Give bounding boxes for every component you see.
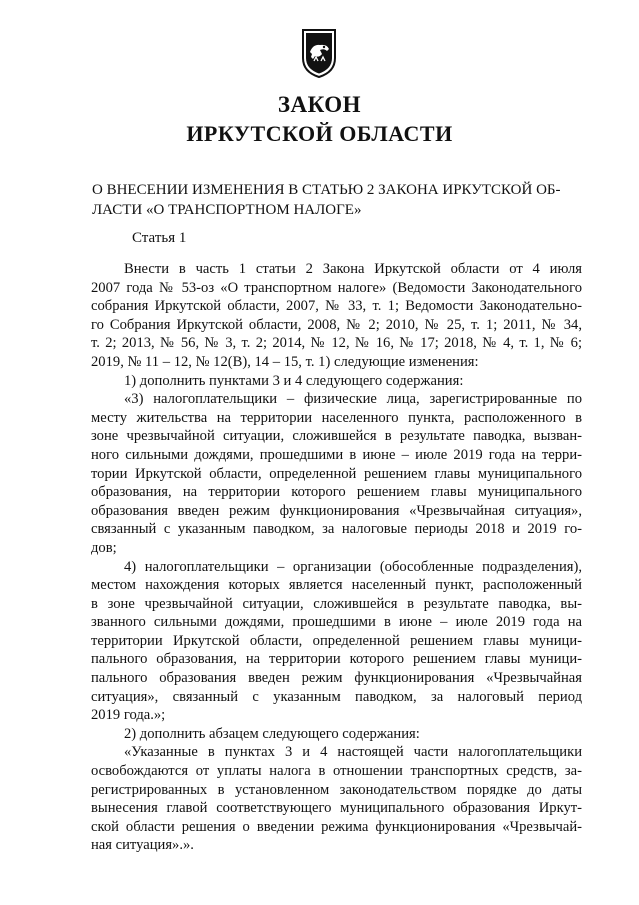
heading-line: О ВНЕСЕНИИ ИЗМЕНЕНИЯ В СТАТЬЮ 2 ЗАКОНА ИРКУТСКОЙ ОБ- [92,182,561,198]
body-line: ная ситуация».». [91,837,194,854]
body-line: тории Иркутской области, определенной решением главы муниципального [91,465,582,482]
body-line: образования введен режим функционирования «Чрезвычайная ситуация», [91,502,582,519]
body-line: пального образования, на территории которого решением главы муници- [91,651,582,668]
body-line: 4) налогоплательщики – организации (обособленные подразделения), [124,558,582,575]
body-line: дов; [91,539,117,556]
body-line: 2019 года.»; [91,707,166,724]
body-line: т. 2; 2013, № 56, № 3, т. 2; 2014, № 12, № 16, № 17; 2018, № 4, т. 1, № 6; [91,335,582,352]
body-line: 2) дополнить абзацем следующего содержания: [124,725,420,742]
title-region: ИРКУТСКОЙ ОБЛАСТИ [186,121,453,146]
body-line: 2007 года № 53-оз «О транспортном налоге» (Ведомости Законодательного [91,279,582,296]
body-line: связанный с указанным паводком, за налоговые периоды 2018 и 2019 го- [91,521,582,538]
body-line: го Собрания Иркутской области, 2008, № 2; 2010, № 25, т. 1; 2011, № 34, [91,316,582,333]
heading-line: ЛАСТИ «О ТРАНСПОРТНОМ НАЛОГЕ» [92,202,362,218]
body-line: Внести в часть 1 статьи 2 Закона Иркутской области от 4 июля [124,261,582,277]
body-line: местом нахождения которых является населенный пункт, расположенный [91,577,582,594]
title-law: ЗАКОН [277,92,362,117]
body-line: 1) дополнить пунктами 3 и 4 следующего содержания: [124,372,464,389]
body-line: в зоне чрезвычайной ситуации, сложившейся в результате паводка, вы- [91,595,582,612]
body-line: 2019, № 11 – 12, № 12(В), 14 – 15, т. 1) следующие изменения: [91,353,479,370]
body-line: званного сильными дождями, прошедшими в июне – июле 2019 года на [91,614,582,631]
body-line: ской области решения о введении режима функционирования «Чрезвычай- [91,818,582,835]
body-line: зоне чрезвычайной ситуации, сложившейся в результате паводка, вызван- [91,428,582,445]
article-body [91,260,582,855]
body-line: месту жительства на территории населенного пункта, расположенного в [91,409,582,426]
body-line: территории Иркутской области, определенной решением главы муници- [91,632,582,649]
article-label: Статья 1 [132,230,187,246]
body-line: ситуация», связанный с указанным паводком, за налоговый период [91,688,582,705]
body-line: освобождаются от уплаты налога в отношении транспортных средств, за- [91,763,582,780]
body-line: вынесения главой соответствующего муниципального образования Иркут- [91,800,582,817]
body-line: «3) налогоплательщики – физические лица, зарегистрированные по [124,391,582,408]
body-line: ного сильными дождями, прошедшими в июне – июле 2019 года на терри- [91,446,582,463]
body-line: собрания Иркутской области, 2007, № 33, т. 1; Ведомости Законодательно- [91,298,582,315]
coat-of-arms-emblem [300,28,338,78]
body-line: пального образования введен режим функционирования «Чрезвычайная [91,670,582,687]
law-heading [92,180,562,220]
body-line: «Указанные в пунктах 3 и 4 настоящей части налогоплательщики [124,744,582,761]
body-line: образования, на территории которого решением главы муниципального [91,484,582,501]
body-line: регистрированных в установленном законодательством порядке до даты [91,781,582,798]
